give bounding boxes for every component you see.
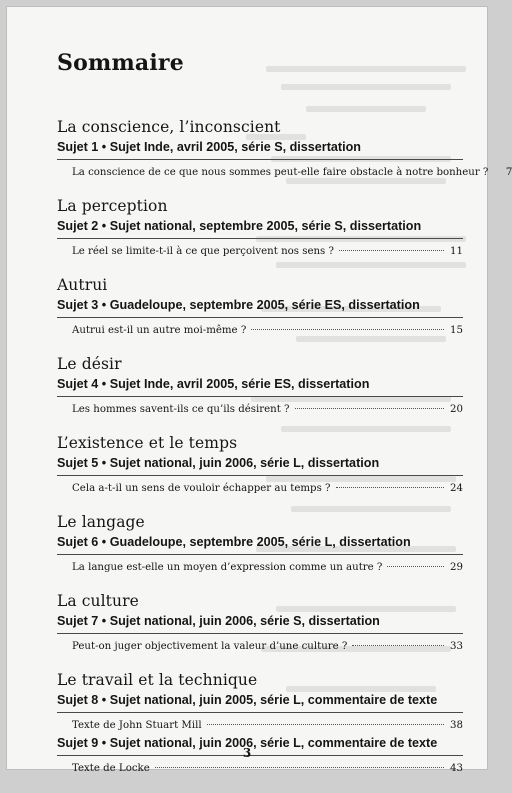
- bleed-line: [306, 106, 426, 112]
- section-theme-heading: Le langage: [57, 513, 145, 531]
- entry-page-number: 38: [450, 720, 463, 731]
- entry-page-number: 7: [505, 167, 512, 178]
- toc-section: [57, 671, 463, 776]
- toc-entry[interactable]: [57, 323, 463, 338]
- toc-section: [57, 276, 463, 338]
- section-theme-heading: Autrui: [57, 276, 108, 294]
- subject-heading: Sujet 4 • Sujet Inde, avril 2005, série ES, dissertation: [57, 376, 463, 397]
- bleed-line: [266, 66, 466, 72]
- section-theme-heading: La perception: [57, 197, 168, 215]
- entry-title: La langue est-elle un moyen d’expression comme un autre ?: [72, 562, 383, 573]
- section-theme-heading: L’existence et le temps: [57, 434, 238, 452]
- subject-heading: Sujet 1 • Sujet Inde, avril 2005, série S, dissertation: [57, 139, 463, 160]
- entry-page-number: 11: [450, 246, 463, 257]
- entry-title: Texte de John Stuart Mill: [72, 720, 202, 731]
- toc-entry[interactable]: [57, 244, 463, 259]
- toc-entry[interactable]: [57, 718, 463, 733]
- dot-leader: [155, 767, 444, 768]
- subject-heading: Sujet 9 • Sujet national, juin 2006, série L, commentaire de texte: [57, 735, 463, 756]
- dot-leader: [251, 329, 444, 330]
- toc-entry[interactable]: [57, 165, 512, 180]
- toc-entry[interactable]: [57, 481, 463, 496]
- toc-entry[interactable]: [57, 560, 463, 575]
- section-theme-heading: Le désir: [57, 355, 122, 373]
- entry-page-number: 24: [450, 483, 463, 494]
- dot-leader: [336, 487, 445, 488]
- dot-leader: [207, 724, 444, 725]
- entry-title: Autrui est-il un autre moi-même ?: [72, 325, 247, 336]
- entry-page-number: 20: [450, 404, 463, 415]
- entry-page-number: 43: [450, 763, 463, 774]
- toc-entry[interactable]: [57, 639, 463, 654]
- toc-section: [57, 197, 463, 259]
- entry-title: La conscience de ce que nous sommes peut-elle faire obstacle à notre bonheur ?: [72, 167, 489, 178]
- page-title: Sommaire: [57, 50, 184, 76]
- dot-leader: [352, 645, 444, 646]
- entry-title: Cela a-t-il un sens de vouloir échapper au temps ?: [72, 483, 331, 494]
- section-theme-heading: La conscience, l’inconscient: [57, 118, 281, 136]
- toc-entry[interactable]: [57, 761, 463, 776]
- dot-leader: [295, 408, 444, 409]
- toc-section: [57, 118, 512, 180]
- bleed-line: [281, 84, 451, 90]
- subject-heading: Sujet 2 • Sujet national, septembre 2005, série S, dissertation: [57, 218, 463, 239]
- entry-title: Peut-on juger objectivement la valeur d’une culture ?: [72, 641, 348, 652]
- entry-title: Les hommes savent-ils ce qu’ils désirent ?: [72, 404, 290, 415]
- toc-section: [57, 513, 463, 575]
- entry-title: Texte de Locke: [72, 763, 150, 774]
- toc-entry[interactable]: [57, 402, 463, 417]
- subject-heading: Sujet 6 • Guadeloupe, septembre 2005, série L, dissertation: [57, 534, 463, 555]
- book-page: [6, 6, 512, 774]
- subject-heading: Sujet 3 • Guadeloupe, septembre 2005, série ES, dissertation: [57, 297, 463, 318]
- subject-heading: Sujet 7 • Sujet national, juin 2006, série S, dissertation: [57, 613, 463, 634]
- entry-title: Le réel se limite-t-il à ce que perçoivent nos sens ?: [72, 246, 334, 257]
- subject-heading: Sujet 5 • Sujet national, juin 2006, série L, dissertation: [57, 455, 463, 476]
- toc-section: [57, 434, 463, 496]
- entry-page-number: 29: [450, 562, 463, 573]
- subject-heading: Sujet 8 • Sujet national, juin 2005, série L, commentaire de texte: [57, 692, 463, 713]
- entry-page-number: 33: [450, 641, 463, 652]
- dot-leader: [339, 250, 444, 251]
- toc-section: [57, 592, 463, 654]
- section-theme-heading: La culture: [57, 592, 139, 610]
- dot-leader: [387, 566, 444, 567]
- section-theme-heading: Le travail et la technique: [57, 671, 258, 689]
- toc-section: [57, 355, 463, 417]
- page-number: 3: [242, 746, 252, 760]
- entry-page-number: 15: [450, 325, 463, 336]
- table-of-contents: [57, 118, 512, 793]
